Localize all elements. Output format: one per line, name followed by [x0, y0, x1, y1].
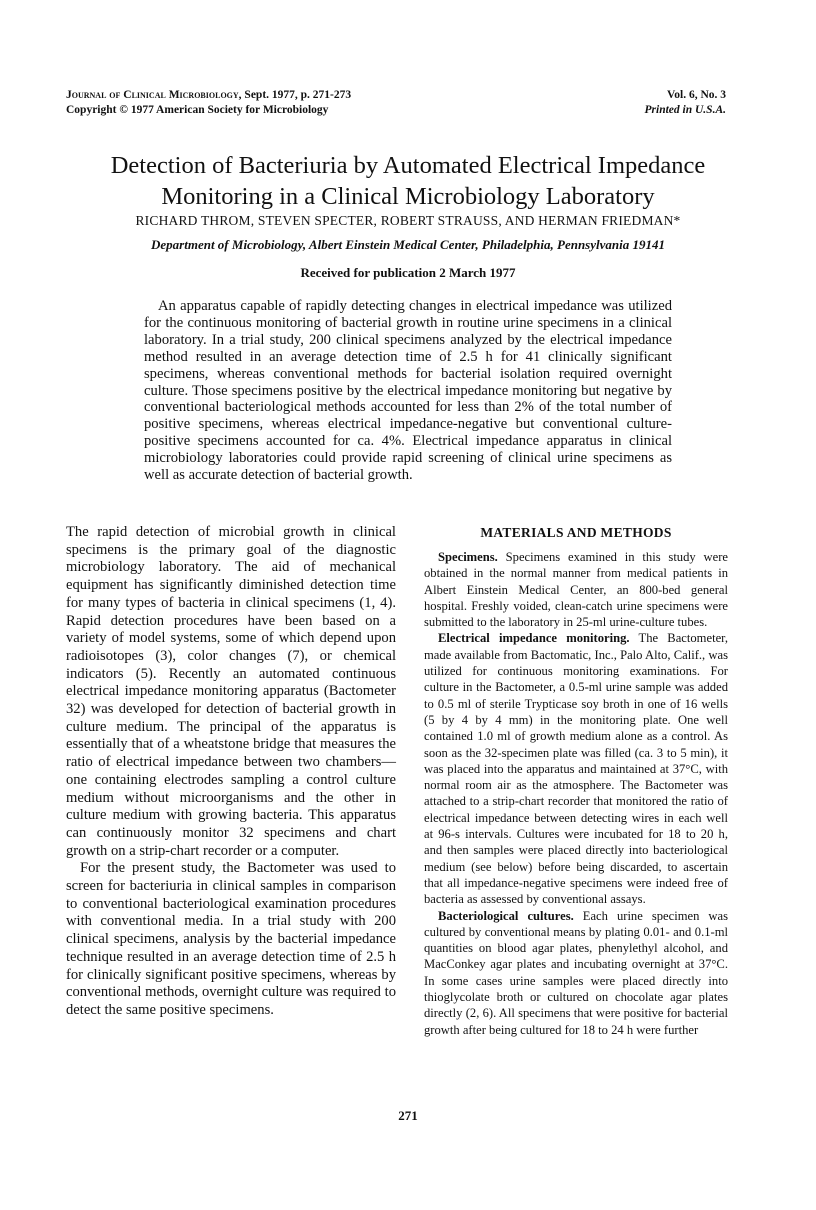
right-column — [424, 524, 728, 1038]
cultures-text: Each urine specimen was cultured by conventional means by plating 0.01- and 0.1-ml quantities on blood agar plates, phenylethyl alcohol, and MacConkey agar plates and incubating overnight at 37°C. In some cases urine samples were placed directly into thioglycolate broth or cultured on chocolate agar plates directly (2, 6). All specimens that were positive for bacterial growth after being cultured for 18 to 24 h were further — [424, 908, 728, 1037]
cultures-paragraph — [424, 908, 728, 1038]
cultures-heading: Bacteriological cultures. — [438, 908, 574, 923]
author-list: RICHARD THROM, STEVEN SPECTER, ROBERT STRAUSS, AND HERMAN FRIEDMAN* — [135, 213, 681, 228]
impedance-text: The Bactometer, made available from Bactomatic, Inc., Palo Alto, Calif., was utilized for continuous monitoring examinations. For culture in the Bactometer, a 0.5-ml urine sample was added to 0.5 ml of sterile Trypticase soy broth in one of 16 wells (5 by 4 by 4 mm) in the monitoring plate. One well contained 1.0 ml of growth medium alone as a control. As soon as the 32-specimen plate was filled (ca. 3 to 5 min), it was placed into the apparatus and maintained at 37°C, with normal room air as the atmosphere. The Bactometer was attached to a strip-chart recorder that monitored the ratio of electrical impedance between detecting wires in each well at 96-s intervals. Cultures were incubated for 18 to 20 h, and then samples were placed directly into bacteriological medium (see below) before being discarded, to ascertain that all impedance-negative specimens were indeed free of bacteria as assessed by conventional assays. — [424, 631, 728, 907]
volume-number: Vol. 6, No. 3 — [667, 89, 726, 101]
title-line-2: Monitoring in a Clinical Microbiology Laboratory — [161, 183, 655, 210]
impedance-heading: Electrical impedance monitoring. — [438, 631, 630, 646]
specimens-text: Specimens examined in this study were obtained in the normal manner from medical patients in Albert Einstein Medical Center, an 800-bed general hospital. Freshly voided, clean-catch urine specimens were submitted to the laboratory in 25-ml urine-culture tubes. — [424, 550, 728, 630]
section-heading-materials-methods: MATERIALS AND METHODS — [480, 525, 672, 540]
intro-paragraph-2: For the present study, the Bactometer was used to screen for bacteriuria in clinical samples in comparison to conventional bacteriological examination procedures with conventional media. In a trial study with 200 clinical specimens, analysis by the bacterial impedance technique resulted in an average detection time of 2.5 h for clinically significant positive specimens, whereas by conventional methods, overnight culture was required to detect the same positive specimens. — [66, 860, 396, 1018]
journal-header — [66, 88, 526, 118]
volume-info — [506, 88, 726, 118]
impedance-paragraph — [424, 630, 728, 907]
citation-details: , Sept. 1977, p. 271-273 — [238, 89, 352, 101]
article-title — [40, 150, 776, 212]
specimens-paragraph — [424, 549, 728, 630]
page-number: 271 — [398, 1108, 418, 1123]
abstract: An apparatus capable of rapidly detecting changes in electrical impedance was utilized for the continuous monitoring of bacterial growth in routine urine specimens in a clinical laboratory. In a trial study, 200 clinical specimens analyzed by the electrical impedance method resulted in an average detection time of 2.5 h for 41 clinically significant specimens, whereas conventional methods for bacterial isolation required overnight culture. Those specimens positive by the electrical impedance monitoring but negative by conventional bacteriological methods accounted for less than 2% of the total number of positive specimens, whereas electrical impedance-negative but conventional culture-positive specimens accounted for ca. 4%. Electrical impedance apparatus in clinical microbiology laboratories could provide rapid screening of clinical urine specimens as well as accurate detection of bacterial growth. — [144, 298, 672, 484]
journal-name: Journal of Clinical Microbiology — [66, 89, 239, 101]
received-date: Received for publication 2 March 1977 — [300, 265, 516, 280]
left-column — [66, 524, 396, 1020]
journal-citation — [66, 88, 526, 103]
specimens-heading: Specimens. — [438, 550, 498, 564]
intro-paragraph-1: The rapid detection of microbial growth in clinical specimens is the primary goal of the diagnostic microbiology laboratory. The aid of mechanical equipment has significantly diminished detection time for many types of bacteria in clinical specimens (1, 4). Rapid detection procedures have been based on a variety of model systems, some of which depend upon radioisotopes (3), color changes (7), or chemical indicators (5). Recently an automated continuous electrical impedance monitoring apparatus (Bactometer 32) was developed for detection of bacterial growth in culture medium. The principal of the apparatus is essentially that of a wheatstone bridge that measures the ratio of electrical impedance between two chambers— one containing electrodes sampling a control culture medium without microorganisms and the other in culture medium with growing bacteria. This apparatus can continuously monitor 32 specimens and chart growth on a strip-chart recorder or a computer. — [66, 524, 396, 859]
title-line-1: Detection of Bacteriuria by Automated Electrical Impedance — [110, 152, 706, 179]
copyright-line: Copyright © 1977 American Society for Microbiology — [66, 104, 329, 116]
affiliation: Department of Microbiology, Albert Einstein Medical Center, Philadelphia, Pennsylvania 19141 — [151, 237, 665, 252]
printed-in: Printed in U.S.A. — [644, 104, 726, 116]
